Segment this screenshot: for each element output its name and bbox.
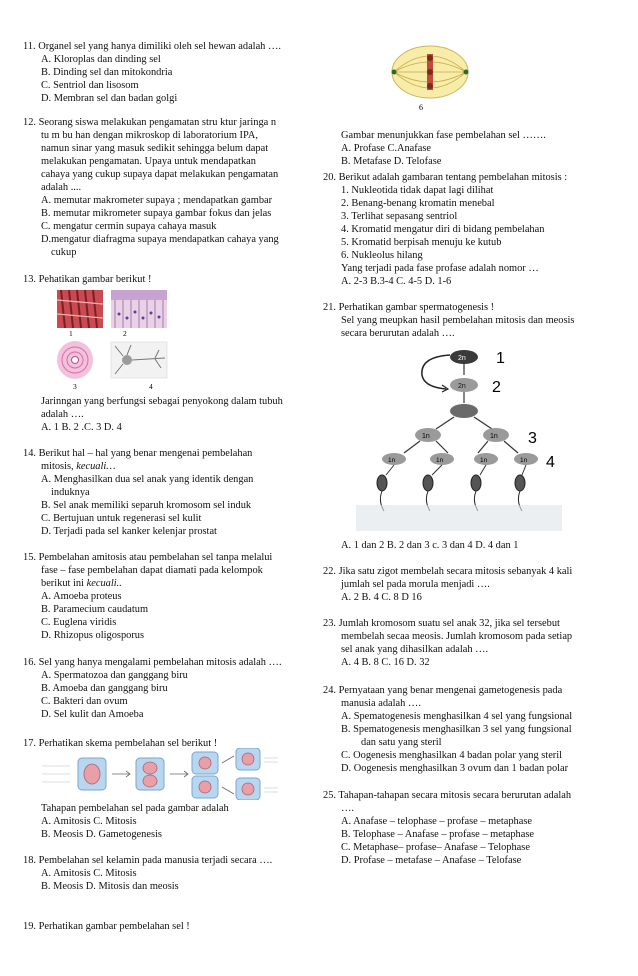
q21-line-2: Sel yang meupkan hasil pembelahan mitosis dan meosis	[341, 315, 575, 326]
tissue-label-4: 4	[149, 382, 153, 391]
q25-option-a[interactable]: A. Anafase – telophase – profase – metaphase	[341, 816, 533, 827]
q20-question: Yang terjadi pada fase profase adalah nomor …	[341, 263, 539, 274]
q22-options[interactable]: A. 2 B. 4 C. 8 D 16	[341, 592, 422, 603]
cell-division-scheme	[40, 748, 280, 800]
tissue-4-nerve	[111, 342, 167, 378]
sperm-row4-label-d: 1n	[520, 457, 528, 464]
q23-line-1: 23. Jumlah kromosom suatu sel anak 32, jika sel tersebut	[323, 618, 560, 629]
q16-stem: 16. Sel yang hanya mengalami pembelahan mitosis adalah ….	[23, 657, 282, 668]
q18-stem: 18. Pembelahan sel kelamin pada manusia terjadi secara ….	[23, 855, 273, 866]
q16-option-a[interactable]: A. Spermatozoa dan ganggang biru	[41, 670, 188, 681]
q11-option-a[interactable]: A. Kloroplas dan dinding sel	[41, 54, 161, 65]
q19-stem: 19. Perhatikan gambar pembelahan sel !	[23, 921, 190, 932]
q13-question-line-2: adalah ….	[41, 409, 84, 420]
q24-option-c[interactable]: C. Oogenesis menghasilkan 4 badan polar yang steril	[341, 750, 563, 761]
q15-line-3a: berikut ini	[41, 578, 87, 589]
q16-option-c[interactable]: C. Bakteri dan ovum	[41, 696, 128, 707]
q12-line-2: tu m bu han dengan mikroskop di laboratorium IPA,	[41, 130, 258, 141]
sperm-row3-label-b: 1n	[490, 433, 498, 440]
q24-stem: 24. Pernyataan yang benar mengenai gametogenesis pada	[323, 685, 563, 696]
q14-option-a[interactable]: A. Menghasilkan dua sel anak yang identik dengan	[41, 474, 254, 485]
q20-item-2: 2. Benang-benang kromatin menebal	[341, 198, 495, 209]
q24-option-b[interactable]: B. Spematogenesis menghasilkan 3 sel yang fungsional	[341, 724, 572, 735]
sperm-row3-label: 1n	[422, 433, 430, 440]
q17-options-1[interactable]: A. Amitosis C. Mitosis	[41, 816, 137, 827]
q24-option-b-cont: dan satu yang steril	[361, 737, 442, 748]
q12-line-5: cahaya yang cukup supaya dapat melakukan pengamatan	[41, 169, 279, 180]
q25-option-c[interactable]: C. Metaphase– profase– Anafase – Telophase	[341, 842, 530, 853]
q20-item-1: 1. Nukleotida tidak dapat lagi dilihat	[341, 185, 494, 196]
q18-options-2[interactable]: B. Meosis D. Mitosis dan meosis	[41, 881, 179, 892]
sperm-row2-label: 2n	[458, 383, 466, 390]
q20-stem: 20. Berikut adalah gambaran tentang pembelahan mitosis :	[323, 172, 568, 183]
q12-option-b[interactable]: B. memutar mikrometer supaya gambar fokus dan jelas	[41, 208, 272, 219]
q11-stem: 11. Organel sel yang hanya dimiliki oleh sel hewan adalah ….	[23, 41, 281, 52]
q20-item-5: 5. Kromatid berpisah menuju ke kutub	[341, 237, 502, 248]
q15-exception: kecuali..	[86, 578, 122, 589]
q25-option-b[interactable]: B. Telophase – Anafase – profase – metaphase	[341, 829, 534, 840]
q11-option-c[interactable]: C. Sentriol dan lisosom	[41, 80, 139, 91]
q15-line-1: 15. Pembelahan amitosis atau pembelahan sel tanpa melalui	[23, 552, 273, 563]
tissue-label-1: 1	[69, 329, 73, 338]
q14-stem-1: 14. Berikut hal – hal yang benar mengenai pembelahan	[23, 448, 253, 459]
q20-item-3: 3. Terlihat sepasang sentriol	[341, 211, 458, 222]
q12-option-c[interactable]: C. mengatur cermin supaya cahaya masuk	[41, 221, 217, 232]
tissue-figure	[55, 288, 175, 392]
q24-option-d[interactable]: D. Oogenesis menghasilkan 3 ovum dan 1 badan polar	[341, 763, 569, 774]
q15-option-b[interactable]: B. Paramecium caudatum	[41, 604, 149, 615]
q12-line-1: 12. Seorang siswa melakukan pengamatan stru ktur jaringa n	[23, 117, 277, 128]
tissue-2-epithelial	[111, 290, 167, 328]
metaphase-figure-label: 6	[419, 103, 423, 112]
q20-item-4: 4. Kromatid mengatur diri di bidang pembelahan	[341, 224, 545, 235]
sperm-row4-label-b: 1n	[436, 457, 444, 464]
q17-question: Tahapan pembelahan sel pada gambar adalah	[41, 803, 229, 814]
metaphase-figure	[390, 42, 470, 114]
q23-options[interactable]: A. 4 B. 8 C. 16 D. 32	[341, 657, 430, 668]
q12-option-a[interactable]: A. memutar makrometer supaya ; mendapatkan gambar	[41, 195, 273, 206]
q16-option-d[interactable]: D. Sel kulit dan Amoeba	[41, 709, 144, 720]
tissue-label-3: 3	[73, 382, 77, 391]
q14-stem-2	[41, 460, 115, 473]
q15-line-3	[41, 577, 122, 590]
sperm-number-3: 3	[528, 430, 537, 447]
q21-stem: 21. Perhatikan gambar spermatogenesis !	[323, 302, 495, 313]
q19-question: Gambar menunjukkan fase pembelahan sel …….	[341, 130, 546, 141]
q21-options[interactable]: A. 1 dan 2 B. 2 dan 3 c. 3 dan 4 D. 4 dan 1	[341, 540, 519, 551]
sperm-row4-label-c: 1n	[480, 457, 488, 464]
q12-option-d[interactable]: D.mengatur diafragma supaya mendapatkan cahaya yang	[41, 234, 279, 245]
q15-line-2: fase – fase pembelahan dapat diamati pada kelompok	[41, 565, 263, 576]
q25-line-2: ….	[341, 803, 354, 814]
q19-options-1[interactable]: A. Profase C.Anafase	[341, 143, 432, 154]
q25-option-d[interactable]: D. Profase – metafase – Anafase – Telofase	[341, 855, 522, 866]
sperm-number-2: 2	[492, 379, 501, 396]
tissue-3-bone	[57, 341, 93, 379]
tissue-label-2: 2	[123, 329, 127, 338]
q11-option-d[interactable]: D. Membran sel dan badan golgi	[41, 93, 178, 104]
q14-option-b[interactable]: B. Sel anak memiliki separuh kromosom sel induk	[41, 500, 252, 511]
q13-question-line-1: Jarinngan yang berfungsi sebagai penyokong dalam tubuh	[41, 396, 283, 407]
sperm-number-1: 1	[496, 350, 505, 367]
q17-options-2[interactable]: B. Meosis D. Gametogenesis	[41, 829, 162, 840]
q18-options-1[interactable]: A. Amitosis C. Mitosis	[41, 868, 137, 879]
q13-options[interactable]: A. 1 B. 2 .C. 3 D. 4	[41, 422, 122, 433]
q15-option-c[interactable]: C. Euglena viridis	[41, 617, 117, 628]
tissue-1-muscle	[57, 290, 103, 328]
q14-stem-2a: mitosis,	[41, 461, 77, 472]
q14-option-c[interactable]: C. Bertujuan untuk regenerasi sel kulit	[41, 513, 202, 524]
q24-option-a[interactable]: A. Spematogenesis menghasilkan 4 sel yang fungsional	[341, 711, 573, 722]
q22-stem: 22. Jika satu zigot membelah secara mitosis sebanyak 4 kali	[323, 566, 573, 577]
q12-option-d-cont: cukup	[51, 247, 77, 258]
q17-stem: 17. Perhatikan skema pembelahan sel berikut !	[23, 738, 218, 749]
sperm-number-4: 4	[546, 454, 555, 471]
q12-line-3: namun sinar yang masuk sedikit sehingga belum dapat	[41, 143, 269, 154]
sperm-row1-label: 2n	[458, 355, 466, 362]
q16-option-b[interactable]: B. Amoeba dan ganggang biru	[41, 683, 168, 694]
q12-line-6: adalah ....	[41, 182, 82, 193]
spermatogenesis-figure	[356, 345, 562, 531]
sperm-row4-label: 1n	[388, 457, 396, 464]
q20-item-6: 6. Nukleolus hilang	[341, 250, 423, 261]
q14-exception: kecuali…	[76, 461, 116, 472]
q15-option-a[interactable]: A. Amoeba proteus	[41, 591, 122, 602]
q23-line-2: membelah secaa meosis. Jumlah kromosom pada setiap	[341, 631, 573, 642]
q12-line-4: melakukan pengamatan. Upaya untuk mendapatkan	[41, 156, 256, 167]
q19-options-2[interactable]: B. Metafase D. Telofase	[341, 156, 442, 167]
q24-line-2: manusia adalah ….	[341, 698, 421, 709]
q14-option-a-cont: induknya	[51, 487, 90, 498]
q11-option-b[interactable]: B. Dinding sel dan mitokondria	[41, 67, 173, 78]
q20-options[interactable]: A. 2-3 B.3-4 C. 4-5 D. 1-6	[341, 276, 452, 287]
q15-option-d[interactable]: D. Rhizopus oligosporus	[41, 630, 145, 641]
q23-line-3: sel anak yang dihasilkan adalah ….	[341, 644, 489, 655]
q13-stem: 13. Pehatikan gambar berikut !	[23, 274, 152, 285]
q14-option-d[interactable]: D. Terjadi pada sel kanker kelenjar prostat	[41, 526, 217, 537]
q25-stem: 25. Tahapan-tahapan secara mitosis secara berurutan adalah	[323, 790, 572, 801]
q21-line-3: secara berurutan adalah ….	[341, 328, 455, 339]
q22-line-2: jumlah sel pada morula menjadi ….	[341, 579, 490, 590]
